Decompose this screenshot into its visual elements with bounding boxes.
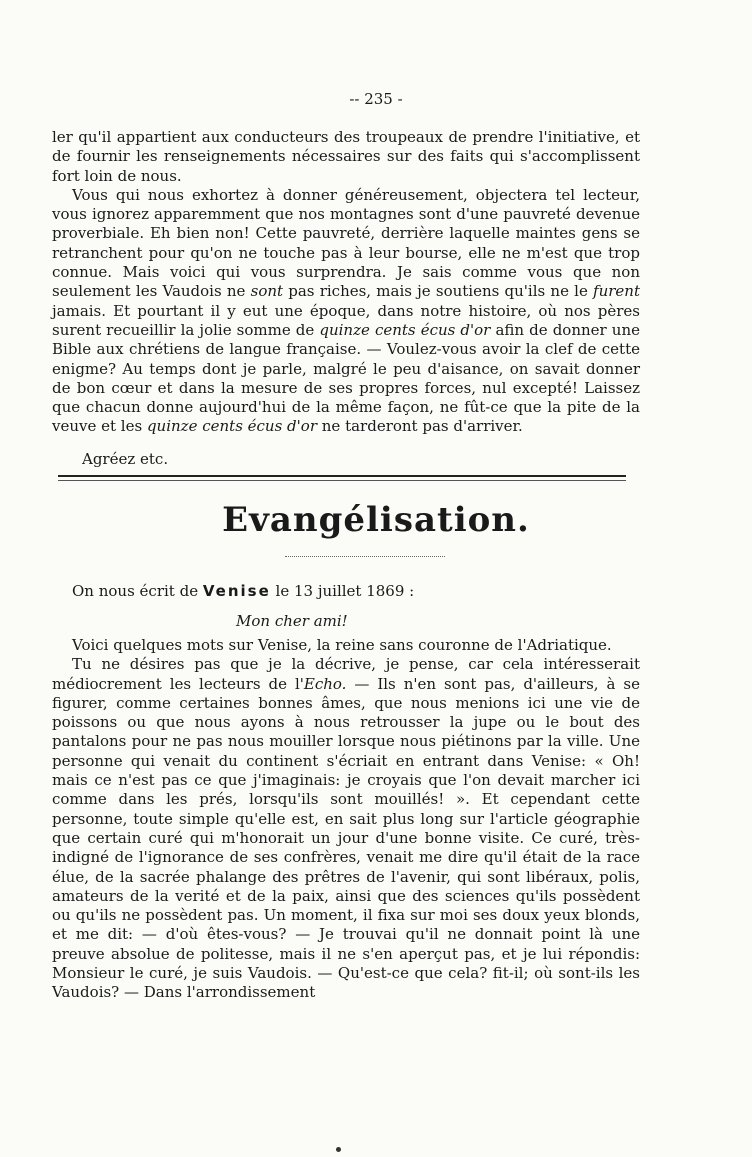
section-divider [58,475,626,481]
text-run: pas riches, mais je soutiens qu'ils ne le [283,282,594,301]
text-run: On nous écrit de [72,582,199,600]
place-name: Venise [202,582,271,600]
italic-text: quinze cents écus d'or [319,320,491,339]
intro-line [72,582,414,600]
text-run: afin de donner une Bible aux chrétiens de langue française. — Voulez-vous avoir la clef de cette enigme? Au temps dont je parle, malgré le peu d'aisance, on savait donner de bon cœur et dans la mesure de ses propres forces, nul excepté! Laissez que chacun donne aujourd'hui de la même façon, ne fût-ce que la pite de la veuve et les [52,320,640,436]
italic-text: furent [593,282,640,301]
text-run: Tu ne désires pas que je la décrive, je pense, car cela intéresserait médiocrement les lecteurs de l' [52,655,640,693]
letter-body [52,636,640,1003]
page-mark [336,1147,341,1152]
italic-text: Echo. [303,674,347,693]
italic-text: sont [250,282,284,301]
text-run: ne tarderont pas d'arriver. [317,417,523,436]
paragraph [52,655,640,1002]
paragraph: ler qu'il appartient aux conducteurs des troupeaux de prendre l'initiative, et de fournir les renseignements nécessaires sur des faits qui s'accomplissent fort loin de nous. [52,128,640,185]
text-run: — Ils n'en sont pas, d'ailleurs, à se figurer, comme certaines bonnes âmes, que nous menions ici une vie de poissons ou que nous ayons à nous retrousser la jupe ou le bout des pantalons pour ne pas nous mouiller lorsque nous piétinons par la ville. Une personne qui venait du continent s'écriait en entrant dans Venise: « Oh! mais ce n'est pas ce que j'imaginais: je croyais que l'on devait marcher ici comme dans les prés, lorsqu'ils sont mouillés! ». Et cependant cette personne, toute simple qu'elle est, en sait plus long sur l'article géographie que certain curé qui m'honorait un jour d'une bonne visite. Ce curé, très-indigné de l'ignorance de ses confrères, venait me dire qu'il était de la race élue, de la sacrée phalange des prêtres de l'avenir, qui sont libéraux, polis, amateurs de la verité et de la paix, ainsi que des sciences qu'ils possèdent ou qu'ils ne possèdent pas. Un moment, il fixa sur moi ses doux yeux blonds, et me dit: — d'où êtes-vous? — Je trouvai qu'il ne donnait point là une preuve absolue de politesse, mais il ne s'en aperçut pas, et je lui répondis: Monsieur le curé, je suis Vaudois. — Qu'est-ce que cela? fit-il; où sont-ils les Vaudois? — Dans l'arrondissement [52,674,640,1002]
page-number: -- 235 - [349,90,403,108]
italic-text: quinze cents écus d'or [146,417,317,436]
text-run: jamais. Et pourtant il y eut une époque, dans notre histoire, où nos pères surent recueillir la jolie somme de [52,301,640,339]
salutation: Mon cher ami! [236,612,348,630]
closing-line: Agréez etc. [82,450,169,468]
text-run: Vous qui nous exhortez à donner généreusement, objectera tel lecteur, vous ignorez apparemment que nos montagnes sont d'une pauvreté devenue proverbiale. Eh bien non! Cette pauvreté, derrière laquelle maintes gens se retranchent pour qu'on ne touche pas à leur bourse, elle ne m'est que trop connue. Mais voici qui vous surprendra. Je sais comme vous que non seulement les Vaudois ne [52,185,640,301]
preceding-letter-text [52,128,640,437]
section-title: Evangélisation. [222,500,530,540]
paragraph: Voici quelques mots sur Venise, la reine sans couronne de l'Adriatique. [72,636,612,654]
paragraph [52,186,640,437]
title-ornament [285,556,445,557]
text-run: le 13 juillet 1869 : [275,582,415,600]
